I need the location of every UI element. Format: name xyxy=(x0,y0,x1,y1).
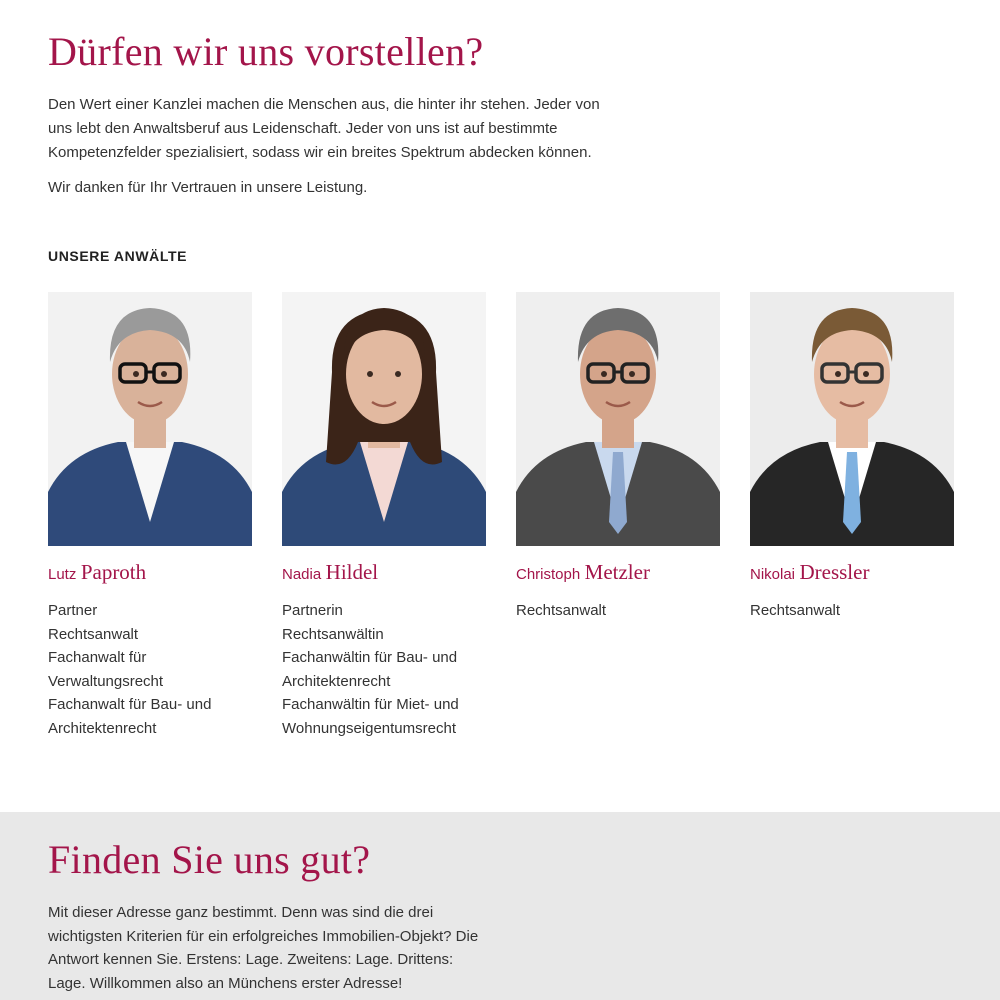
portrait-photo[interactable] xyxy=(48,292,252,546)
member-last-name: Dressler xyxy=(799,560,870,584)
member-role: Rechtsanwältin xyxy=(282,625,384,643)
portrait-photo[interactable] xyxy=(282,292,486,546)
member-last-name: Paproth xyxy=(80,560,147,584)
eye-left xyxy=(367,371,373,377)
intro-text xyxy=(48,93,628,211)
member-role: Fachanwalt für xyxy=(48,649,147,666)
member-role: Verwaltungsrecht xyxy=(48,672,164,690)
team-heading: UNSERE ANWÄLTE xyxy=(48,248,188,264)
member-name[interactable] xyxy=(516,560,720,585)
member-last-name: Metzler xyxy=(584,560,650,584)
member-name[interactable] xyxy=(48,560,252,585)
member-role: Partnerin xyxy=(282,602,343,619)
member-roles xyxy=(282,599,486,740)
member-roles xyxy=(750,599,954,623)
member-role: Rechtsanwalt xyxy=(48,625,139,643)
portrait-photo[interactable] xyxy=(750,292,954,546)
eye-left xyxy=(835,371,841,377)
member-role: Partner xyxy=(48,602,98,619)
portrait-illustration xyxy=(516,292,720,546)
eye-right xyxy=(395,371,401,377)
member-roles xyxy=(516,599,720,623)
team-card-3[interactable] xyxy=(516,292,720,623)
portrait-illustration xyxy=(282,292,486,546)
eye-left xyxy=(133,371,139,377)
intro-paragraph-1: Den Wert einer Kanzlei machen die Menschen aus, die hinter ihr stehen. Jeder von uns lebt den Anwaltsberuf aus Leidenschaft. Jeder von uns ist auf bestimmte Kompetenzfelder spezialisiert, sodass wir ein breites Spektrum abdecken können. xyxy=(48,96,600,161)
location-title: Finden Sie uns gut? xyxy=(48,837,371,882)
member-role: Fachanwältin für Miet- und xyxy=(282,696,459,713)
intro-paragraph-2: Wir danken für Ihr Vertrauen in unsere Leistung. xyxy=(48,179,368,196)
member-last-name: Hildel xyxy=(325,560,379,584)
member-role: Rechtsanwalt xyxy=(516,602,607,619)
member-name[interactable] xyxy=(282,560,486,585)
member-roles xyxy=(48,599,252,740)
member-first-name: Christoph xyxy=(516,566,581,583)
team-card-4[interactable] xyxy=(750,292,954,623)
member-role: Architektenrecht xyxy=(282,672,391,690)
portrait-illustration xyxy=(48,292,252,546)
member-name[interactable] xyxy=(750,560,954,585)
eye-right xyxy=(161,371,167,377)
eye-right xyxy=(863,371,869,377)
member-role: Rechtsanwalt xyxy=(750,602,841,619)
page-title: Dürfen wir uns vorstellen? xyxy=(48,29,484,74)
member-role: Architektenrecht xyxy=(48,719,157,737)
location-text: Mit dieser Adresse ganz bestimmt. Denn was sind die drei wichtigsten Kriterien für ein erfolgreiches Immobilien-Objekt? Die Antwort kennen Sie. Erstens: Lage. Zweitens: Lage. Drittens: Lage. Willkommen also an Münchens erster Adresse! xyxy=(48,904,479,992)
member-role: Fachanwältin für Bau- und xyxy=(282,649,458,666)
member-first-name: Lutz xyxy=(48,566,77,583)
member-first-name: Nikolai xyxy=(750,566,796,583)
team-card-2[interactable] xyxy=(282,292,486,740)
team-card-1[interactable] xyxy=(48,292,252,740)
eye-left xyxy=(601,371,607,377)
eye-right xyxy=(629,371,635,377)
member-role: Fachanwalt für Bau- und xyxy=(48,696,212,713)
portrait-photo[interactable] xyxy=(516,292,720,546)
member-first-name: Nadia xyxy=(282,566,322,583)
portrait-illustration xyxy=(750,292,954,546)
location-section xyxy=(0,812,1000,1000)
member-role: Wohnungseigentumsrecht xyxy=(282,719,456,737)
